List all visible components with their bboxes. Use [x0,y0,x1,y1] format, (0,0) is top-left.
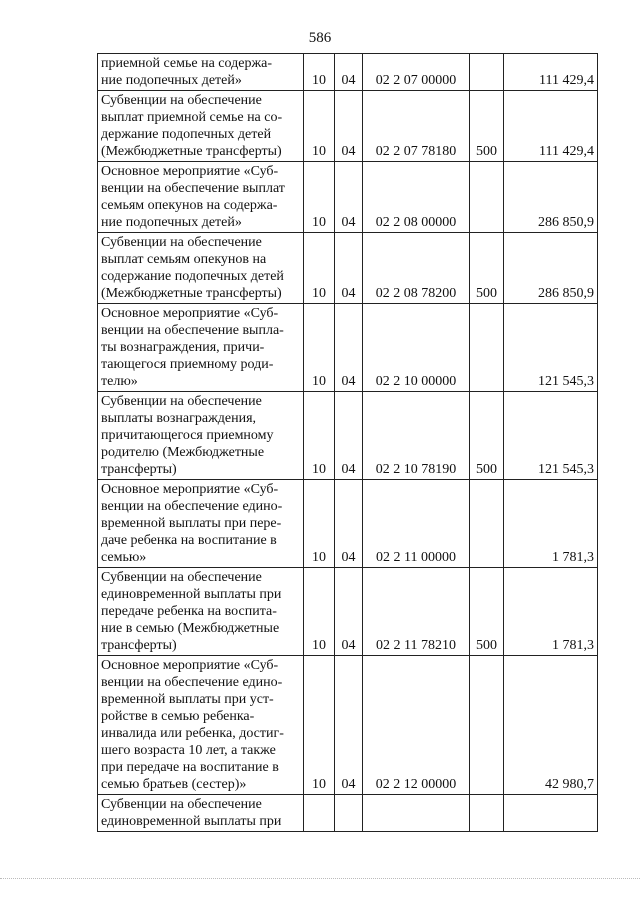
amount-value: 1 781,3 [504,480,598,568]
amount-value: 121 545,3 [504,304,598,392]
expense-type-code [470,656,504,795]
expense-type-code [470,54,504,91]
description-line: трансферты) [101,462,177,477]
expense-type-code: 500 [470,233,504,304]
description-line: Субвенции на обеспечение [101,93,262,108]
description-line: ние подопечных детей» [101,73,242,88]
description-line: держание подопечных детей [101,127,272,142]
description-line: (Межбюджетные трансферты) [101,286,282,301]
row-description [98,304,304,392]
expense-type-code: 500 [470,392,504,480]
description-line: единовременной выплаты при [101,814,282,829]
target-article-code: 02 2 12 00000 [363,656,470,795]
table-row [98,568,598,656]
amount-value [504,795,598,832]
description-line: трансферты) [101,638,177,653]
description-line: временной выплаты при уст- [101,692,274,707]
target-article-code: 02 2 08 00000 [363,162,470,233]
description-line: шего возраста 10 лет, а также [101,743,276,758]
description-line: родителю (Межбюджетные [101,445,265,460]
table-row [98,795,598,832]
section-code: 10 [304,392,335,480]
section-code: 10 [304,91,335,162]
table-row [98,480,598,568]
subsection-code: 04 [335,304,363,392]
description-line: единовременной выплаты при [101,587,282,602]
subsection-code: 04 [335,656,363,795]
target-article-code: 02 2 10 00000 [363,304,470,392]
budget-table [97,53,598,832]
subsection-code: 04 [335,91,363,162]
section-code: 10 [304,54,335,91]
description-line: Основное мероприятие «Суб- [101,482,279,497]
row-description [98,656,304,795]
description-line: Субвенции на обеспечение [101,570,262,585]
amount-value: 1 781,3 [504,568,598,656]
description-line: ройстве в семью ребенка- [101,709,255,724]
amount-value: 286 850,9 [504,162,598,233]
expense-type-code [470,480,504,568]
page-number: 586 [308,30,332,46]
expense-type-code [470,304,504,392]
amount-value: 42 980,7 [504,656,598,795]
description-line: приемной семье на содержа- [101,56,273,71]
amount-value: 111 429,4 [504,91,598,162]
expense-type-code: 500 [470,91,504,162]
description-line: Субвенции на обеспечение [101,235,262,250]
description-line: ты вознаграждения, причи- [101,340,265,355]
row-description [98,795,304,832]
row-description [98,233,304,304]
section-code: 10 [304,568,335,656]
section-code [304,795,335,832]
table-row [98,392,598,480]
target-article-code: 02 2 11 00000 [363,480,470,568]
description-line: передаче ребенка на воспита- [101,604,277,619]
description-line: временной выплаты при пере- [101,516,282,531]
table-row [98,233,598,304]
description-line: телю» [101,374,138,389]
budget-table-body [98,54,598,832]
subsection-code: 04 [335,392,363,480]
description-line: причитающегося приемному [101,428,274,443]
section-code: 10 [304,304,335,392]
description-line: венции на обеспечение едино- [101,675,283,690]
description-line: инвалида или ребенка, достиг- [101,726,284,741]
expense-type-code [470,795,504,832]
description-line: венции на обеспечение выпла- [101,323,284,338]
amount-value: 286 850,9 [504,233,598,304]
target-article-code: 02 2 11 78210 [363,568,470,656]
section-code: 10 [304,656,335,795]
row-description [98,480,304,568]
description-line: семью» [101,550,147,565]
description-line: содержание подопечных детей [101,269,284,284]
table-row [98,162,598,233]
row-description [98,392,304,480]
description-line: выплат семьям опекунов на [101,252,267,267]
table-row [98,656,598,795]
row-description [98,162,304,233]
target-article-code: 02 2 07 00000 [363,54,470,91]
subsection-code: 04 [335,568,363,656]
scan-noise-line [0,878,640,880]
description-line: венции на обеспечение едино- [101,499,283,514]
subsection-code: 04 [335,233,363,304]
section-code: 10 [304,162,335,233]
section-code: 10 [304,233,335,304]
description-line: ние в семью (Межбюджетные [101,621,280,636]
amount-value: 121 545,3 [504,392,598,480]
expense-type-code [470,162,504,233]
subsection-code [335,795,363,832]
table-row [98,91,598,162]
subsection-code: 04 [335,162,363,233]
description-line: выплаты вознаграждения, [101,411,257,426]
description-line: семью братьев (сестер)» [101,777,247,792]
description-line: выплат приемной семье на со- [101,110,283,125]
description-line: при передаче на воспитание в [101,760,279,775]
table-row [98,304,598,392]
row-description [98,54,304,91]
description-line: Основное мероприятие «Суб- [101,164,279,179]
subsection-code: 04 [335,480,363,568]
description-line: семьям опекунов на содержа- [101,198,278,213]
expense-type-code: 500 [470,568,504,656]
description-line: ние подопечных детей» [101,215,242,230]
description-line: Основное мероприятие «Суб- [101,658,279,673]
section-code: 10 [304,480,335,568]
target-article-code: 02 2 08 78200 [363,233,470,304]
description-line: Субвенции на обеспечение [101,394,262,409]
description-line: Основное мероприятие «Суб- [101,306,279,321]
row-description [98,568,304,656]
description-line: даче ребенка на воспитание в [101,533,277,548]
target-article-code: 02 2 07 78180 [363,91,470,162]
row-description [98,91,304,162]
subsection-code: 04 [335,54,363,91]
table-row [98,54,598,91]
amount-value: 111 429,4 [504,54,598,91]
target-article-code: 02 2 10 78190 [363,392,470,480]
description-line: Субвенции на обеспечение [101,797,262,812]
description-line: тающегося приемному роди- [101,357,274,372]
description-line: венции на обеспечение выплат [101,181,285,196]
target-article-code [363,795,470,832]
description-line: (Межбюджетные трансферты) [101,144,282,159]
